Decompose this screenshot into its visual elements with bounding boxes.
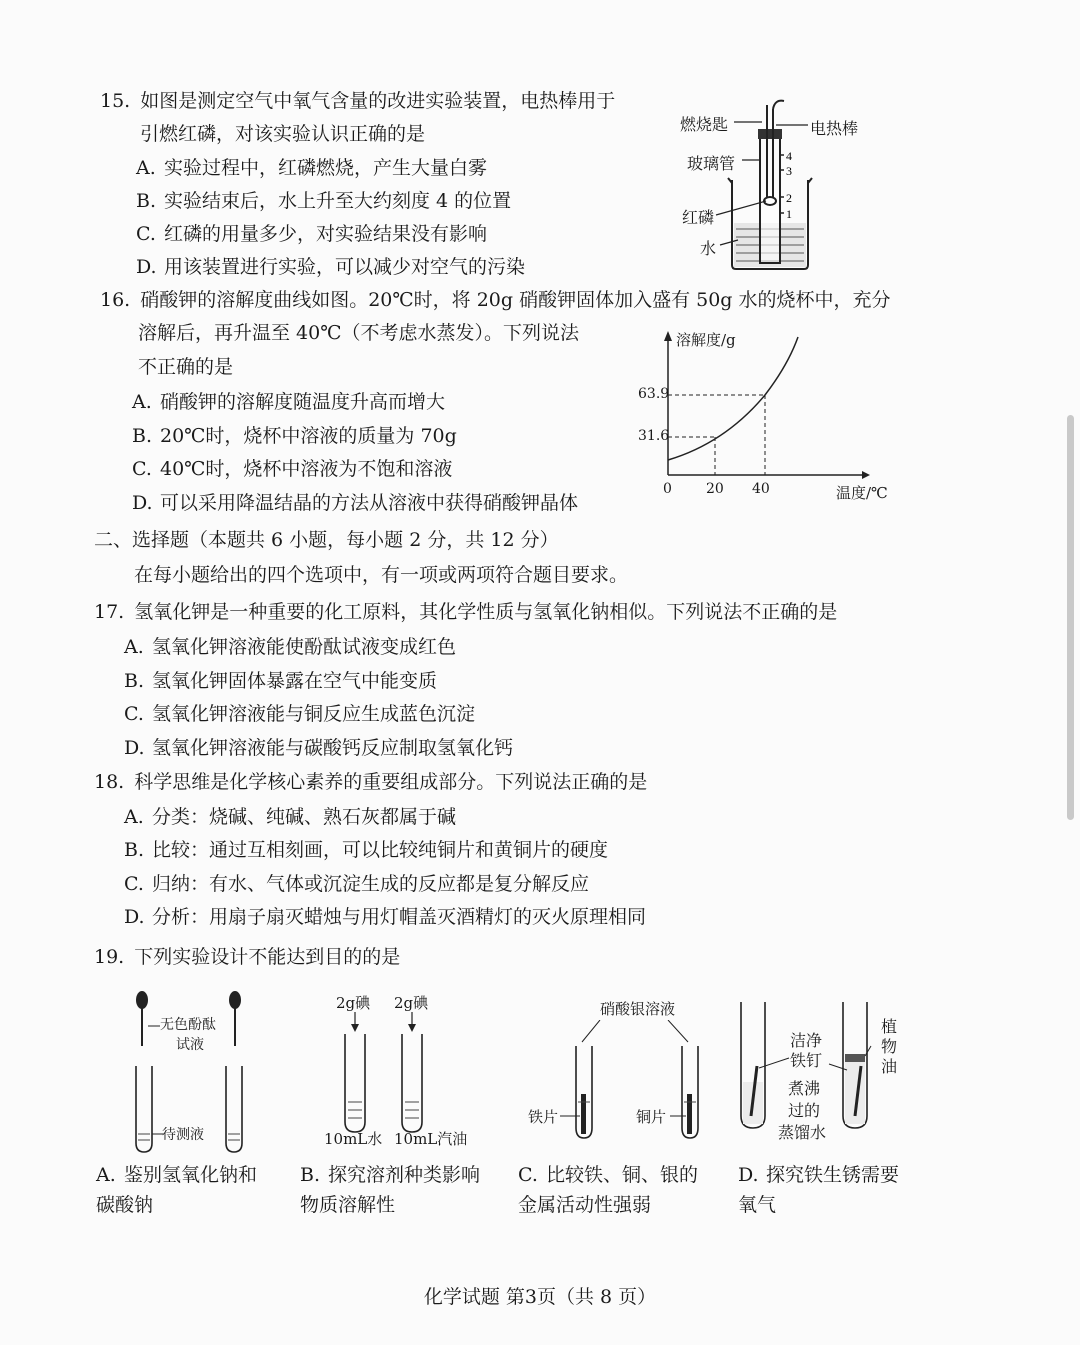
section2-instruction: 在每小题给出的四个选项中，有一项或两项符合题目要求。 [134,564,629,586]
q15-number: 15. [100,90,131,112]
scrollbar[interactable] [1067,415,1074,820]
q18-stem: 18. 科学思维是化学核心素养的重要组成部分。下列说法正确的是 [94,771,648,793]
figB-bottom2: 10mL汽油 [394,1130,468,1148]
q15-option-a: A. 实验过程中，红磷燃烧，产生大量白雾 [136,157,488,179]
chart-xlabel: 温度/℃ [836,484,888,502]
q16-stem-line1: 16. 硝酸钾的溶解度曲线如图。20℃时，将 20g 硝酸钾固体加入盛有 50g 水的烧杯中，充分 [100,289,891,311]
label-water: 水 [700,239,717,258]
figB-top2: 2g碘 [394,994,429,1012]
q17-option-a: A. 氢氧化钾溶液能使酚酞试液变成红色 [124,636,457,658]
figD-water3: 蒸馏水 [778,1123,827,1142]
figD-oil3: 油 [881,1057,898,1076]
section2-title: 二、选择题（本题共 6 小题，每小题 2 分，共 12 分） [94,529,559,551]
q17-option-c: C. 氢氧化钾溶液能与铜反应生成蓝色沉淀 [124,703,476,725]
q15-stem-line1: 15. 如图是测定空气中氧气含量的改进实验装置，电热棒用于 [100,90,616,112]
q16-option-d: D. 可以采用降温结晶的方法从溶液中获得硝酸钾晶体 [132,492,579,514]
mark-3: 3 [786,164,792,178]
figD-nail2: 铁钉 [790,1051,823,1070]
q19-figure-b [330,1010,440,1140]
q15-stem-line2: 引燃红磷，对该实验认识正确的是 [140,123,426,145]
tick-20: 20 [706,481,724,497]
figC-left: 铁片 [528,1108,559,1126]
label-rod: 电热棒 [810,119,859,138]
figD-water1: 煮沸 [788,1079,821,1098]
q19-stem: 19. 下列实验设计不能达到目的的是 [94,946,401,968]
q15-option-c: C. 红磷的用量多少，对实验结果没有影响 [136,223,488,245]
tick-31-6: 31.6 [638,428,670,444]
q15-option-b: B. 实验结束后，水上升至大约刻度 4 的位置 [136,190,512,212]
figC-top: 硝酸银溶液 [600,1000,676,1018]
q16-stem-line2: 溶解后，再升温至 40℃（不考虑水蒸发）。下列说法 [138,322,579,344]
figC-right: 铜片 [636,1108,667,1126]
q18-option-b: B. 比较：通过互相刻画，可以比较纯铜片和黄铜片的硬度 [124,839,609,861]
q17-option-d: D. 氢氧化钾溶液能与碳酸钙反应制取氢氧化钙 [124,737,514,759]
label-phosphorus: 红磷 [682,208,715,227]
figD-water2: 过的 [788,1101,821,1120]
tick-63-9: 63.9 [638,386,670,402]
solubility-curve [668,337,798,460]
q18-option-d: D. 分析：用扇子扇灭蜡烛与用灯帽盖灭酒精灯的灭火原理相同 [124,906,647,928]
figA-sample: 待测液 [162,1127,204,1143]
q19-number: 19. [94,946,125,968]
q18-number: 18. [94,771,125,793]
chart-ylabel: 溶解度/g [676,331,736,349]
label-tube: 玻璃管 [687,154,736,173]
q19-option-b: B. 探究溶剂种类影响 物质溶解性 [300,1164,481,1216]
q19-option-c: C. 比较铁、铜、银的 金属活动性强弱 [518,1164,699,1216]
q19-option-d: D. 探究铁生锈需要 氧气 [738,1164,900,1216]
q16-option-c: C. 40℃时，烧杯中溶液为不饱和溶液 [132,458,453,480]
figB-top1: 2g碘 [336,994,371,1012]
q17-stem: 17. 氢氧化钾是一种重要的化工原料，其化学性质与氢氧化钠相似。下列说法不正确的是 [94,601,838,623]
label-spoon: 燃烧匙 [680,115,729,134]
page-footer: 化学试题 第3页（共 8 页） [423,1286,657,1308]
mark-2: 2 [786,191,792,205]
mark-1: 1 [786,207,792,221]
q18-option-a: A. 分类：烧碱、纯碱、熟石灰都属于碱 [124,806,457,828]
mark-4: 4 [786,149,792,163]
stopper [758,129,782,139]
q16-option-b: B. 20℃时，烧杯中溶液的质量为 70g [132,425,457,447]
tick-40: 40 [752,481,770,497]
q16-number: 16. [100,289,131,311]
q15-option-d: D. 用该装置进行实验，可以减少对空气的污染 [136,256,526,278]
q17-number: 17. [94,601,125,623]
figA-reagent-line2: 试液 [176,1037,204,1053]
figD-nail1: 洁净 [790,1031,823,1050]
q16-stem-line3: 不正确的是 [138,356,234,378]
figA-reagent-line1: 无色酚酞 [160,1017,216,1033]
q18-option-c: C. 归纳：有水、气体或沉淀生成的反应都是复分解反应 [124,873,590,895]
q17-option-b: B. 氢氧化钾固体暴露在空气中能变质 [124,670,438,692]
tick-origin: 0 [663,481,672,497]
figB-bottom1: 10mL水 [324,1130,383,1148]
figD-oil1: 植 [881,1017,898,1036]
q16-option-a: A. 硝酸钾的溶解度随温度升高而增大 [132,391,446,413]
figD-oil2: 物 [881,1037,898,1056]
q19-option-a: A. 鉴别氢氧化钠和 碳酸钠 [96,1164,258,1216]
